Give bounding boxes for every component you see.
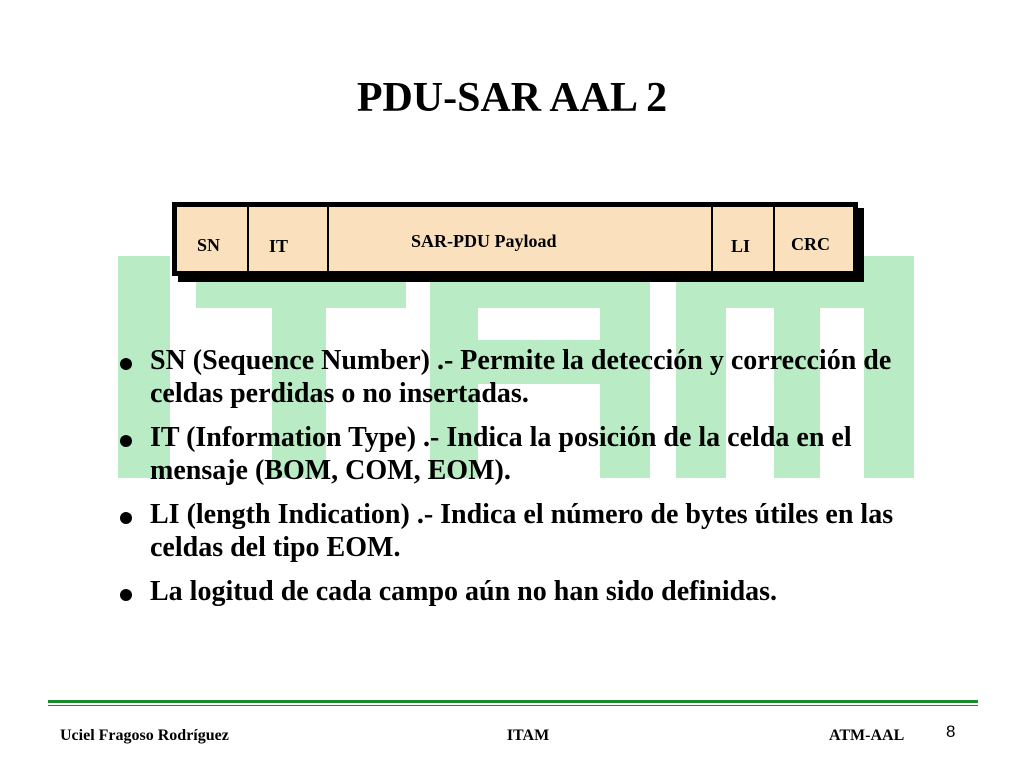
pdu-field-payload-label: SAR-PDU Payload bbox=[411, 231, 557, 251]
bullet-item bbox=[116, 498, 906, 564]
footer-author: Uciel Fragoso Rodríguez bbox=[60, 727, 229, 744]
pdu-field-crc-label: CRC bbox=[791, 234, 830, 254]
bullet-item bbox=[116, 344, 906, 410]
pdu-field-sn-label: SN bbox=[197, 235, 221, 255]
bullet-dot-icon bbox=[120, 512, 132, 524]
bullet-dot-icon bbox=[120, 589, 132, 601]
bullet-text: La logitud de cada campo aún no han sido definidas. bbox=[150, 576, 778, 607]
bullet-dot-icon bbox=[120, 358, 132, 370]
bullet-text: SN (Sequence Number) .- Permite la detección y corrección de celdas perdidas o no insertadas. bbox=[150, 345, 892, 409]
pdu-field-it-label: IT bbox=[269, 236, 289, 256]
pdu-fields-row bbox=[176, 206, 854, 272]
pdu-field-crc bbox=[775, 207, 855, 271]
bullet-list bbox=[116, 344, 906, 619]
bullet-text: LI (length Indication) .- Indica el número de bytes útiles en las celdas del tipo EOM. bbox=[150, 499, 894, 563]
pdu-field-li-label: LI bbox=[731, 236, 751, 256]
pdu-field-li bbox=[713, 207, 775, 271]
bullet-text: IT (Information Type) .- Indica la posición de la celda en el mensaje (BOM, COM, EOM). bbox=[150, 422, 852, 486]
footer-rule-thick bbox=[48, 700, 978, 703]
bullet-dot-icon bbox=[120, 435, 132, 447]
page-number: 8 bbox=[946, 722, 956, 741]
footer-rule-thin bbox=[48, 705, 978, 706]
pdu-field-sn bbox=[177, 207, 249, 271]
pdu-field-it bbox=[249, 207, 329, 271]
pdu-diagram bbox=[172, 202, 858, 276]
pdu-field-payload bbox=[329, 207, 713, 271]
bullet-item bbox=[116, 575, 906, 608]
footer-institution: ITAM bbox=[506, 727, 550, 744]
bullet-item bbox=[116, 421, 906, 487]
footer-course: ATM-AAL bbox=[829, 727, 905, 744]
slide-title: PDU-SAR AAL 2 bbox=[356, 75, 668, 121]
